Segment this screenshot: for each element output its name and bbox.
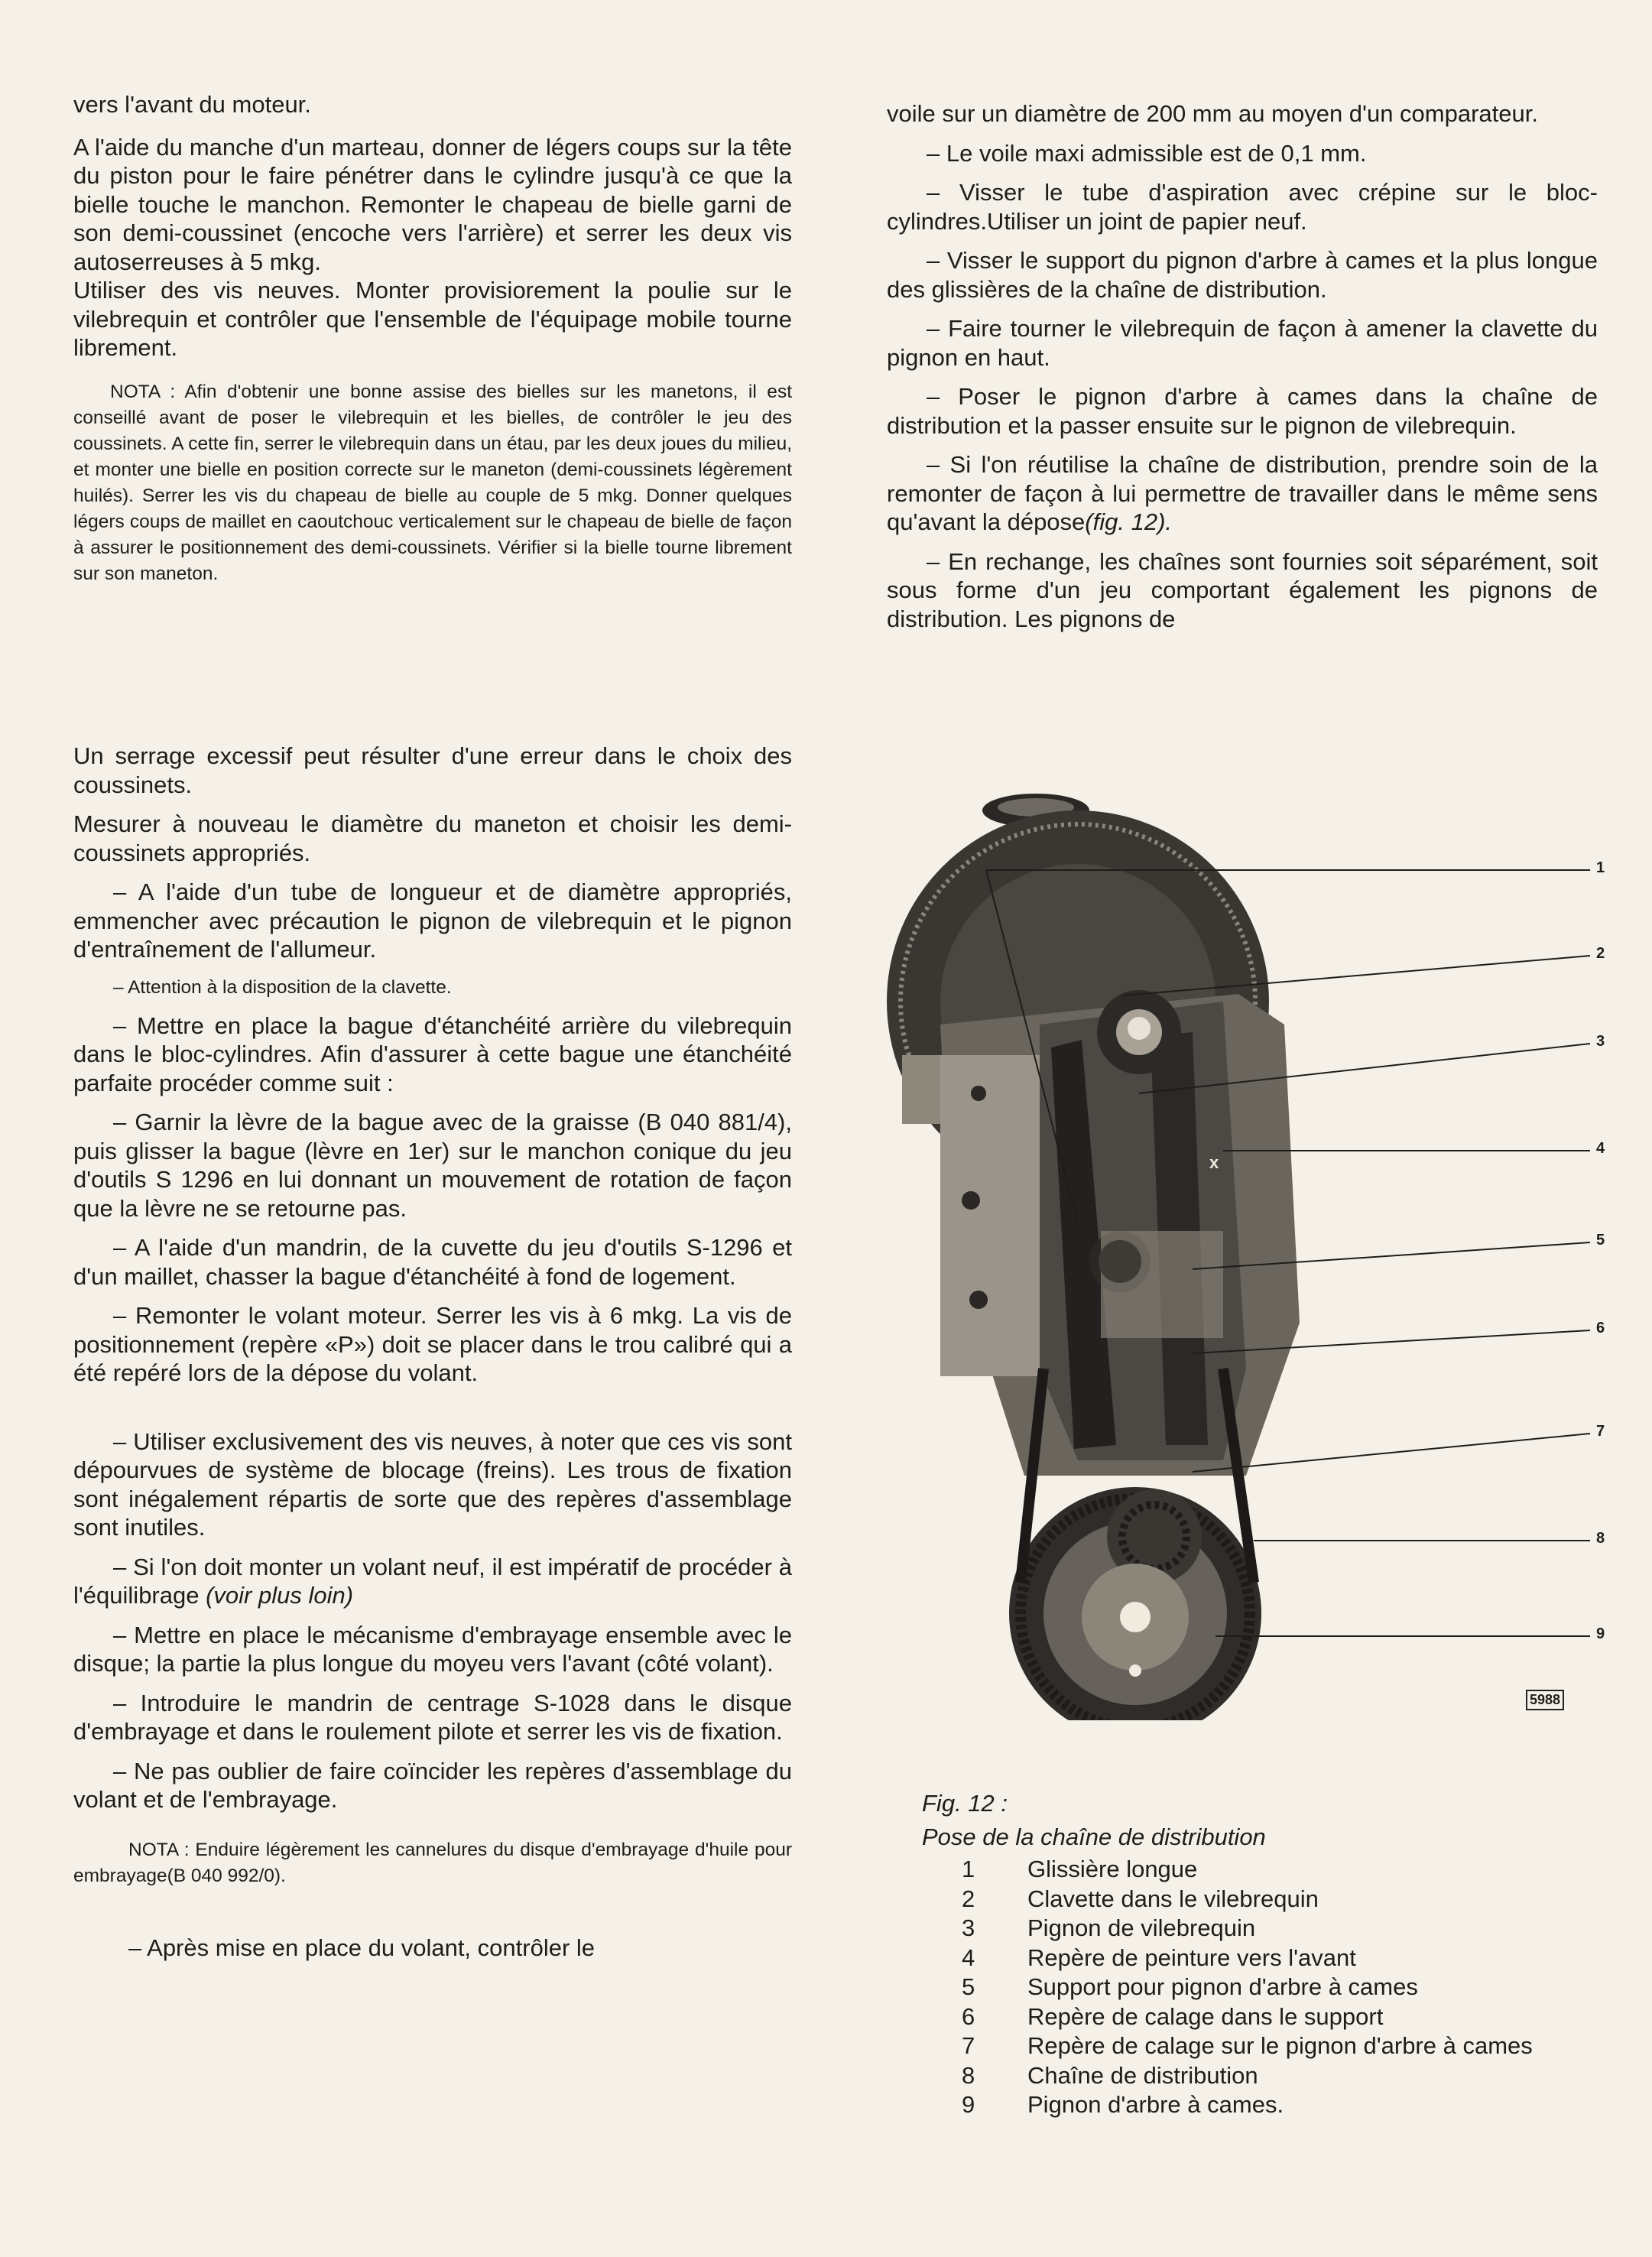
legend-text: Repère de calage dans le support <box>1027 2002 1384 2030</box>
legend-item <box>922 2031 1610 2061</box>
paragraph: vers l'avant du moteur. <box>73 91 311 118</box>
paragraph: – A l'aide d'un mandrin, de la cuvette du jeu d'outils S-1296 et d'un maillet, chasser la bague d'étanchéité à fond de logement. <box>73 1234 792 1290</box>
paragraph: Mesurer à nouveau le diamètre du maneton et choisir les demi-coussinets appropriés. <box>73 810 792 866</box>
figure-ref: (fig. 12). <box>1085 508 1173 535</box>
callout-1: 1 <box>1596 859 1605 876</box>
legend-number: 3 <box>962 1914 975 1941</box>
paragraph: – Introduire le mandrin de centrage S-1028 dans le disque d'embrayage et dans le roulement pilote et serrer les vis de fixation. <box>73 1689 792 1745</box>
left-column-lower <box>73 742 792 1962</box>
legend-number: 6 <box>962 2002 975 2030</box>
paragraph: – Mettre en place le mécanisme d'embrayage ensemble avec le disque; la partie la plus longue du moyeu vers l'avant (côté volant). <box>73 1621 792 1677</box>
legend-text: Clavette dans le vilebrequin <box>1027 1885 1319 1912</box>
right-column <box>887 99 1598 633</box>
paragraph: – Remonter le volant moteur. Serrer les vis à 6 mkg. La vis de positionnement (repère «P») doit se placer dans le trou calibré qui a été repéré lors de la dépose du volant. <box>73 1302 792 1386</box>
nota-note: NOTA : Afin d'obtenir une bonne assise des bielles sur les manetons, il est conseillé avant de poser le vilebrequin et les bielles, de contrôler le jeu des coussinets. A cette fin, serrer le vilebrequin dans un étau, par les deux joues du milieu, et monter une bielle en position correcte sur le maneton (demi-coussinets légèrement huilés). Serrer les vis du chapeau de bielle au couple de 5 mkg. Donner quelques légers coups de maillet en caoutchouc verticalement sur le chapeau de bielle de façon à assurer le positionnement des demi-coussinets. Vérifier si la bielle tourne librement sur son maneton. <box>73 381 792 584</box>
paragraph: – Utiliser exclusivement des vis neuves, à noter que ces vis sont dépourvues de système de blocage (freins). Les trous de fixation sont inégalement répartis de sorte que des repères d'assemblage sont inutiles. <box>73 1427 792 1541</box>
paragraph: – Mettre en place la bague d'étanchéité arrière du vilebrequin dans le bloc-cylindres. Afin d'assurer à cette bague une étanchéité parfaite procéder comme suit : <box>73 1012 792 1096</box>
legend-item <box>922 1914 1610 1944</box>
figure-title: Pose de la chaîne de distribution <box>922 1823 1266 1850</box>
paragraph: – Le voile maxi admissible est de 0,1 mm. <box>927 139 1367 167</box>
paragraph: – Attention à la disposition de la clavette. <box>113 976 452 998</box>
legend-item <box>922 2002 1610 2032</box>
paragraph: – Garnir la lèvre de la bague avec de la graisse (B 040 881/4), puis glisser la bague (lèvre en 1er) sur le manchon conique du jeu d'outils S 1296 en lui donnant un mouvement de rotation de façon que la lèvre ne se retourne pas. <box>73 1109 792 1222</box>
legend-text: Pignon d'arbre à cames. <box>1027 2091 1284 2118</box>
callout-2: 2 <box>1596 945 1605 962</box>
legend-number: 4 <box>962 1944 975 1971</box>
legend-item <box>922 2090 1610 2120</box>
legend-item <box>922 1855 1610 1885</box>
legend-number: 1 <box>962 1856 975 1882</box>
figure-caption <box>922 1789 1610 2120</box>
figure-number: Fig. 12 : <box>922 1790 1008 1817</box>
left-column <box>73 90 792 587</box>
paragraph: – Visser le tube d'aspiration avec crépine sur le bloc-cylindres.Utiliser un joint de papier neuf. <box>887 179 1598 235</box>
paragraph: – Visser le support du pignon d'arbre à cames et la plus longue des glissières de la chaîne de distribution. <box>887 247 1598 303</box>
paragraph-text: – Si l'on doit monter un volant neuf, il est impératif de procéder à l'équilibrage <box>73 1553 792 1609</box>
paragraph: – Ne pas oublier de faire coïncider les repères d'assemblage du volant et de l'embrayage. <box>73 1757 792 1813</box>
legend-text: Chaîne de distribution <box>1027 2061 1258 2089</box>
legend-item <box>922 1944 1610 1973</box>
paragraph <box>887 450 1598 537</box>
figure-stamp: 5988 <box>1526 1690 1564 1710</box>
legend-text: Pignon de vilebrequin <box>1027 1914 1256 1941</box>
legend-number: 9 <box>962 2091 975 2118</box>
legend-text: Repère de calage sur le pignon d'arbre à cames <box>1027 2032 1533 2059</box>
callout-8: 8 <box>1596 1530 1605 1547</box>
paragraph: Un serrage excessif peut résulter d'une erreur dans le choix des coussinets. <box>73 742 792 798</box>
legend-text: Glissière longue <box>1027 1856 1198 1882</box>
svg-text:x: x <box>1209 1153 1219 1172</box>
paragraph: – Après mise en place du volant, contrôler le <box>128 1934 596 1961</box>
paragraph: – Faire tourner le vilebrequin de façon à amener la clavette du pignon en haut. <box>887 315 1598 371</box>
paragraph: voile sur un diamètre de 200 mm au moyen d'un comparateur. <box>887 100 1538 127</box>
paragraph: – Poser le pignon d'arbre à cames dans la chaîne de distribution et la passer ensuite sur le pignon de vilebrequin. <box>887 383 1598 439</box>
figure-timing-chain-photo <box>887 772 1621 1720</box>
figure-legend <box>922 1855 1610 2120</box>
legend-number: 8 <box>962 2061 975 2089</box>
paragraph: – En rechange, les chaînes sont fournies soit séparément, soit sous forme d'un jeu comportant également les pignons de distribution. Les pignons de <box>887 547 1598 632</box>
legend-text: Support pour pignon d'arbre à cames <box>1027 1973 1418 2000</box>
legend-item <box>922 2061 1610 2091</box>
legend-number: 7 <box>962 2032 975 2059</box>
callout-5: 5 <box>1596 1232 1605 1249</box>
nota-note: NOTA : Enduire légèrement les cannelures du disque d'embrayage d'huile pour embrayage(B 040 992/0). <box>73 1839 792 1886</box>
callout-9: 9 <box>1596 1625 1605 1642</box>
paragraph-text: – Si l'on réutilise la chaîne de distribution, prendre soin de la remonter de façon à lui permettre de travailler dans le même sens qu'avant la dépose <box>887 451 1598 535</box>
legend-number: 5 <box>962 1973 975 2000</box>
engine-photo-illustration <box>887 772 1621 1720</box>
legend-item <box>922 1885 1610 1914</box>
callout-7: 7 <box>1596 1423 1605 1440</box>
paragraph: – A l'aide d'un tube de longueur et de diamètre appropriés, emmencher avec précaution le pignon de vilebrequin et le pignon d'entraînement de l'allumeur. <box>73 878 792 963</box>
paragraph: A l'aide du manche d'un marteau, donner de légers coups sur la tête du piston pour le faire pénétrer dans le cylindre jusqu'à ce que la bielle touche le manchon. Remonter le chapeau de bielle garni de son demi-coussinet (encoche vers l'arrière) et serrer les deux vis autoserreuses à 5 mkg. <box>73 133 792 275</box>
legend-number: 2 <box>962 1885 975 1912</box>
callout-4: 4 <box>1596 1140 1605 1157</box>
paragraph: Utiliser des vis neuves. Monter provisiorement la poulie sur le vilebrequin et contrôler que l'ensemble de l'équipage mobile tourne librement. <box>73 277 792 361</box>
legend-text: Repère de peinture vers l'avant <box>1027 1944 1356 1971</box>
callout-3: 3 <box>1596 1033 1605 1050</box>
paragraph <box>73 1553 792 1610</box>
legend-item <box>922 1973 1610 2002</box>
paragraph-ref: (voir plus loin) <box>206 1582 354 1609</box>
callout-6: 6 <box>1596 1320 1605 1336</box>
